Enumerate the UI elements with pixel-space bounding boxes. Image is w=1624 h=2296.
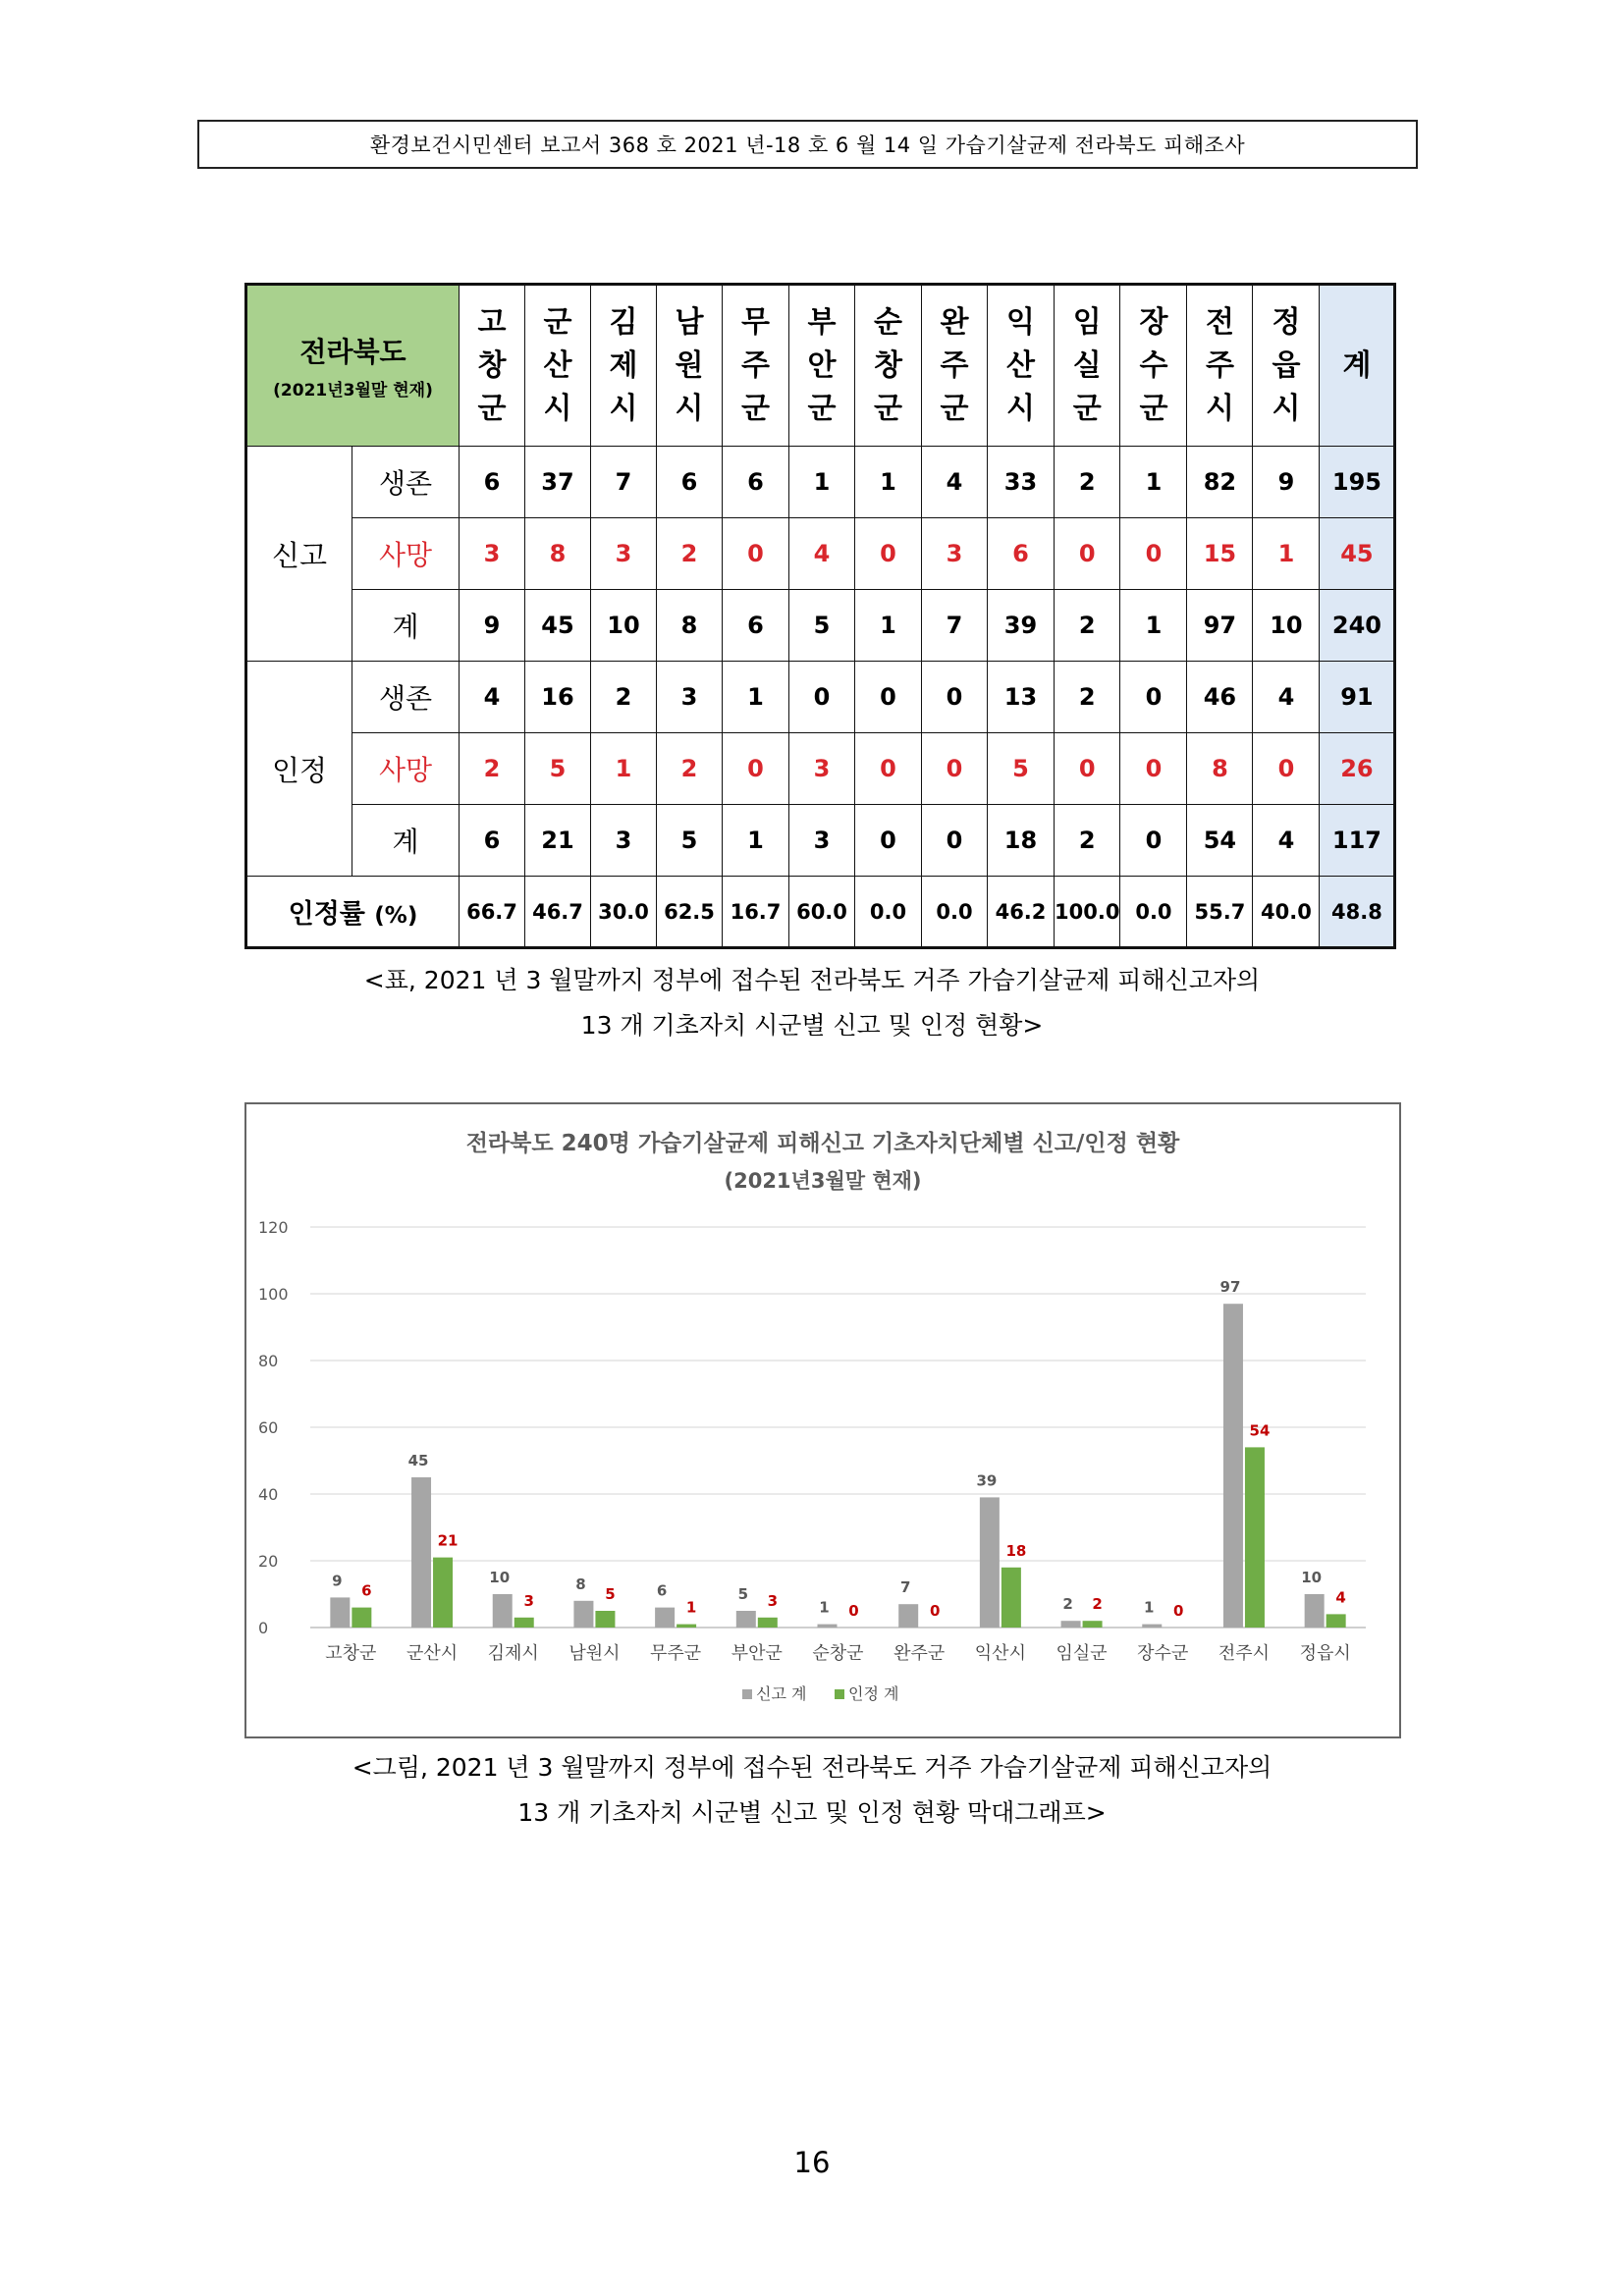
chart-caption-line1: <그림, 2021 년 3 월말까지 정부에 접수된 전라북도 거주 가습기살균제 피해신고자의 xyxy=(352,1753,1272,1782)
table-cell: 0 xyxy=(723,518,789,590)
report-total-bar xyxy=(898,1604,918,1628)
table-cell: 45 xyxy=(525,590,591,662)
table-cell: 1 xyxy=(1120,590,1187,662)
table-cell: 21 xyxy=(525,805,591,877)
chart-title: 전라북도 240명 가습기살균제 피해신고 기초자치단체별 신고/인정 현황 xyxy=(465,1131,1180,1156)
legend-label: 인정 계 xyxy=(848,1684,899,1703)
table-cell: 3 xyxy=(591,805,657,877)
row-label: 사망 xyxy=(352,733,460,805)
table-cell: 6 xyxy=(460,805,525,877)
approved-total-data-label: 2 xyxy=(1092,1595,1103,1614)
table-cell: 2 xyxy=(1055,447,1120,518)
report-total-bar xyxy=(493,1594,513,1628)
report-header: 환경보건시민센터 보고서 368 호 2021 년-18 호 6 월 14 일 가습기살균제 전라북도 피해조사 xyxy=(197,120,1418,169)
report-total-bar xyxy=(1223,1304,1243,1628)
region-header: 장 수 군 xyxy=(1120,285,1187,447)
table-cell: 4 xyxy=(1253,805,1320,877)
table-cell: 3 xyxy=(657,662,723,733)
table-cell: 2 xyxy=(657,733,723,805)
table-cell: 5 xyxy=(789,590,855,662)
approved-total-bar xyxy=(1326,1614,1346,1628)
report-total-bar xyxy=(736,1611,756,1628)
rate-cell: 30.0 xyxy=(591,877,657,948)
table-cell: 0 xyxy=(855,518,922,590)
table-cell: 1 xyxy=(789,447,855,518)
x-category-label: 김제시 xyxy=(487,1643,539,1664)
approved-total-bar xyxy=(352,1608,371,1628)
table-cell: 3 xyxy=(591,518,657,590)
report-total-bar xyxy=(655,1608,675,1628)
approved-total-bar xyxy=(1245,1447,1265,1628)
table-corner-header xyxy=(246,285,460,447)
table-cell: 0 xyxy=(855,733,922,805)
x-category-label: 익산시 xyxy=(974,1643,1026,1664)
table-cell: 2 xyxy=(1055,662,1120,733)
row-label: 계 xyxy=(352,590,460,662)
damage-status-table xyxy=(244,283,1396,949)
table-cell: 0 xyxy=(922,733,988,805)
report-total-bar xyxy=(980,1497,1000,1628)
table-cell: 6 xyxy=(460,447,525,518)
x-category-label: 무주군 xyxy=(650,1643,702,1664)
row-label: 생존 xyxy=(352,447,460,518)
report-total-bar xyxy=(411,1477,431,1628)
report-total-data-label: 45 xyxy=(407,1452,429,1469)
table-cell: 0 xyxy=(1120,662,1187,733)
table-cell: 4 xyxy=(922,447,988,518)
table-cell: 6 xyxy=(657,447,723,518)
rate-cell: 16.7 xyxy=(723,877,789,948)
approved-total-bar xyxy=(758,1618,778,1628)
table-cell: 13 xyxy=(988,662,1055,733)
table-cell: 3 xyxy=(789,805,855,877)
table-cell: 1 xyxy=(855,590,922,662)
table-cell: 1 xyxy=(1120,447,1187,518)
table-cell: 1 xyxy=(1253,518,1320,590)
table-cell: 0 xyxy=(723,733,789,805)
report-total-data-label: 97 xyxy=(1219,1278,1241,1297)
table-cell: 6 xyxy=(988,518,1055,590)
approved-total-bar xyxy=(677,1625,696,1628)
y-tick-label: 0 xyxy=(258,1619,269,1637)
rate-label-text: 인정률 xyxy=(288,899,365,930)
x-category-label: 남원시 xyxy=(568,1643,621,1664)
table-caption-line2: 13 개 기초자치 시군별 신고 및 인정 현황> xyxy=(580,1011,1044,1040)
rate-cell: 0.0 xyxy=(922,877,988,948)
region-header: 완 주 군 xyxy=(922,285,988,447)
table-cell: 2 xyxy=(591,662,657,733)
table-caption-line1: <표, 2021 년 3 월말까지 정부에 접수된 전라북도 거주 가습기살균제 피해신고자의 xyxy=(363,966,1261,994)
approved-total-data-label: 3 xyxy=(767,1591,779,1610)
approved-total-bar xyxy=(1001,1568,1021,1628)
table-cell: 1 xyxy=(723,662,789,733)
table-cell: 0 xyxy=(1120,805,1187,877)
approved-total-data-label: 21 xyxy=(437,1531,459,1550)
region-header: 고 창 군 xyxy=(460,285,525,447)
total-column-header: 계 xyxy=(1320,285,1395,447)
rate-cell: 40.0 xyxy=(1253,877,1320,948)
table-cell: 3 xyxy=(460,518,525,590)
region-header: 정 읍 시 xyxy=(1253,285,1320,447)
approved-total-bar xyxy=(433,1558,453,1628)
x-category-label: 장수군 xyxy=(1137,1643,1189,1664)
table-cell: 2 xyxy=(1055,805,1120,877)
table-cell: 3 xyxy=(922,518,988,590)
chart-subtitle: (2021년3월말 현재) xyxy=(724,1169,922,1193)
group-label: 신고 xyxy=(246,447,352,662)
table-row xyxy=(246,447,1395,518)
table-cell: 10 xyxy=(591,590,657,662)
row-total-cell: 45 xyxy=(1320,518,1395,590)
table-cell: 2 xyxy=(657,518,723,590)
table-cell: 4 xyxy=(1253,662,1320,733)
legend-swatch xyxy=(835,1689,844,1699)
y-tick-label: 100 xyxy=(258,1285,289,1304)
chart-frame xyxy=(244,1102,1401,1738)
report-total-data-label: 1 xyxy=(819,1598,830,1617)
table-cell: 8 xyxy=(657,590,723,662)
row-total-cell: 26 xyxy=(1320,733,1395,805)
row-label: 사망 xyxy=(352,518,460,590)
table-cell: 0 xyxy=(1120,518,1187,590)
table-cell: 6 xyxy=(723,447,789,518)
table-cell: 9 xyxy=(460,590,525,662)
report-total-data-label: 10 xyxy=(489,1569,511,1586)
group-label: 인정 xyxy=(246,662,352,877)
approved-total-bar xyxy=(595,1611,615,1628)
table-cell: 2 xyxy=(1055,590,1120,662)
table-cell: 46 xyxy=(1187,662,1253,733)
table-cell: 39 xyxy=(988,590,1055,662)
table-cell: 0 xyxy=(855,662,922,733)
y-tick-label: 80 xyxy=(258,1352,279,1370)
approved-total-data-label: 1 xyxy=(685,1598,697,1617)
rate-cell: 62.5 xyxy=(657,877,723,948)
report-total-bar xyxy=(573,1601,593,1628)
region-header: 임 실 군 xyxy=(1055,285,1120,447)
chart-caption xyxy=(0,1745,1624,1836)
x-category-label: 전주시 xyxy=(1218,1643,1271,1664)
row-total-cell: 117 xyxy=(1320,805,1395,877)
rate-total-cell: 48.8 xyxy=(1320,877,1395,948)
approved-total-data-label: 4 xyxy=(1335,1588,1346,1607)
approved-total-bar xyxy=(514,1618,534,1628)
table-cell: 1 xyxy=(723,805,789,877)
page-number: 16 xyxy=(793,2146,831,2179)
y-tick-label: 20 xyxy=(258,1552,279,1571)
report-total-data-label: 2 xyxy=(1062,1595,1073,1614)
table-cell: 8 xyxy=(525,518,591,590)
table-cell: 0 xyxy=(1120,733,1187,805)
table-cell: 33 xyxy=(988,447,1055,518)
report-total-data-label: 9 xyxy=(332,1572,343,1590)
bar-chart xyxy=(246,1104,1399,1736)
region-header: 순 창 군 xyxy=(855,285,922,447)
approved-total-data-label: 3 xyxy=(523,1591,534,1610)
x-category-label: 정읍시 xyxy=(1299,1643,1351,1664)
table-row xyxy=(246,590,1395,662)
table-cell: 1 xyxy=(855,447,922,518)
table-cell: 0 xyxy=(1055,733,1120,805)
chart-caption-line2: 13 개 기초자치 시군별 신고 및 인정 현황 막대그래프> xyxy=(517,1798,1107,1827)
row-total-cell: 195 xyxy=(1320,447,1395,518)
table-cell: 4 xyxy=(789,518,855,590)
x-category-label: 군산시 xyxy=(406,1643,459,1664)
rate-cell: 46.7 xyxy=(525,877,591,948)
report-total-data-label: 7 xyxy=(899,1578,911,1597)
table-row xyxy=(246,805,1395,877)
rate-cell: 100.0 xyxy=(1055,877,1120,948)
report-total-data-label: 8 xyxy=(575,1575,586,1593)
report-total-data-label: 39 xyxy=(976,1471,998,1490)
rate-row xyxy=(246,877,1395,948)
approved-total-data-label: 18 xyxy=(1005,1541,1027,1560)
report-total-bar xyxy=(818,1625,838,1628)
table-cell: 4 xyxy=(460,662,525,733)
table-row xyxy=(246,518,1395,590)
y-tick-label: 40 xyxy=(258,1485,279,1504)
y-tick-label: 60 xyxy=(258,1418,279,1437)
report-total-data-label: 1 xyxy=(1144,1598,1155,1617)
x-category-label: 고창군 xyxy=(325,1643,377,1664)
report-total-data-label: 6 xyxy=(656,1581,668,1600)
table-cell: 15 xyxy=(1187,518,1253,590)
table-cell: 54 xyxy=(1187,805,1253,877)
table-cell: 5 xyxy=(988,733,1055,805)
region-header: 군 산 시 xyxy=(525,285,591,447)
table-cell: 37 xyxy=(525,447,591,518)
table-cell: 6 xyxy=(723,590,789,662)
approved-total-data-label: 54 xyxy=(1249,1421,1271,1440)
table-cell: 0 xyxy=(922,662,988,733)
report-total-bar xyxy=(1061,1621,1081,1628)
table-cell: 5 xyxy=(657,805,723,877)
region-header: 남 원 시 xyxy=(657,285,723,447)
region-header: 전 주 시 xyxy=(1187,285,1253,447)
region-header: 김 제 시 xyxy=(591,285,657,447)
table-cell: 18 xyxy=(988,805,1055,877)
row-total-cell: 240 xyxy=(1320,590,1395,662)
approved-total-data-label: 0 xyxy=(929,1602,941,1620)
approved-total-data-label: 0 xyxy=(1173,1602,1184,1620)
table-cell: 0 xyxy=(789,662,855,733)
table-cell: 8 xyxy=(1187,733,1253,805)
approved-total-data-label: 0 xyxy=(848,1602,859,1620)
report-total-bar xyxy=(330,1597,350,1628)
table-row xyxy=(246,733,1395,805)
report-total-bar xyxy=(1305,1594,1325,1628)
report-total-data-label: 10 xyxy=(1301,1569,1323,1586)
table-cell: 1 xyxy=(591,733,657,805)
region-header: 익 산 시 xyxy=(988,285,1055,447)
rate-label xyxy=(246,877,460,948)
table-caption xyxy=(0,958,1624,1048)
rate-cell: 66.7 xyxy=(460,877,525,948)
region-header: 무 주 군 xyxy=(723,285,789,447)
table-cell: 7 xyxy=(591,447,657,518)
table-cell: 16 xyxy=(525,662,591,733)
table-cell: 10 xyxy=(1253,590,1320,662)
rate-cell: 0.0 xyxy=(855,877,922,948)
table-cell: 0 xyxy=(1055,518,1120,590)
rate-unit: (%) xyxy=(374,903,418,929)
rate-cell: 0.0 xyxy=(1120,877,1187,948)
y-tick-label: 120 xyxy=(258,1218,289,1237)
table-cell: 0 xyxy=(922,805,988,877)
row-label: 계 xyxy=(352,805,460,877)
legend-label: 신고 계 xyxy=(756,1684,807,1703)
rate-cell: 46.2 xyxy=(988,877,1055,948)
x-category-label: 완주군 xyxy=(893,1643,946,1664)
x-category-label: 부안군 xyxy=(731,1643,783,1664)
rate-cell: 60.0 xyxy=(789,877,855,948)
approved-total-data-label: 5 xyxy=(605,1585,616,1603)
table-cell: 0 xyxy=(1253,733,1320,805)
rate-cell: 55.7 xyxy=(1187,877,1253,948)
table-cell: 82 xyxy=(1187,447,1253,518)
table-cell: 2 xyxy=(460,733,525,805)
table-cell: 5 xyxy=(525,733,591,805)
table-cell: 97 xyxy=(1187,590,1253,662)
row-label: 생존 xyxy=(352,662,460,733)
table-corner-title: 전라북도 xyxy=(299,336,406,368)
report-total-data-label: 5 xyxy=(737,1585,749,1603)
row-total-cell: 91 xyxy=(1320,662,1395,733)
table-corner-subtitle: (2021년3월말 현재) xyxy=(273,381,433,400)
table-cell: 0 xyxy=(855,805,922,877)
region-header: 부 안 군 xyxy=(789,285,855,447)
legend-swatch xyxy=(742,1689,752,1699)
table-cell: 3 xyxy=(789,733,855,805)
table-row xyxy=(246,662,1395,733)
x-category-label: 임실군 xyxy=(1056,1643,1108,1664)
table-cell: 7 xyxy=(922,590,988,662)
table-cell: 9 xyxy=(1253,447,1320,518)
report-total-bar xyxy=(1142,1625,1162,1628)
approved-total-bar xyxy=(1083,1621,1103,1628)
approved-total-data-label: 6 xyxy=(361,1581,372,1600)
x-category-label: 순창군 xyxy=(812,1643,864,1664)
